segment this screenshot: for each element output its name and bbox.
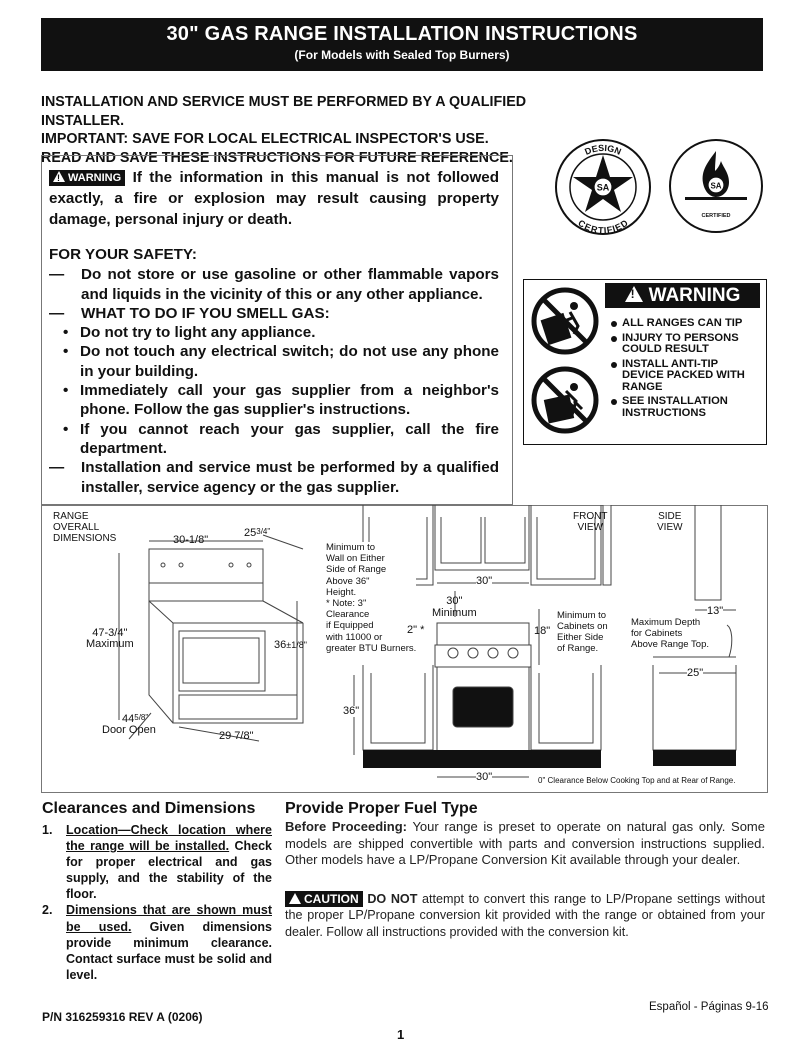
twentyfive-dim: 25" — [687, 667, 704, 679]
caution-tag: CAUTION — [285, 891, 363, 907]
item-underlined: Location—Check location where the range will be installed. — [66, 823, 272, 854]
do-not: DO NOT — [367, 891, 418, 906]
item-text: Given dimensions provide minimum clearance. Contact surface must be solid and level. — [66, 919, 272, 982]
csa-mark: SA — [710, 181, 722, 191]
side-view-label: SIDE VIEW — [657, 511, 683, 533]
item-marker: — — [49, 266, 65, 284]
item-marker: • — [63, 324, 69, 342]
thirtysix-dim: 36" — [343, 705, 360, 717]
item-text: WHAT TO DO IF YOU SMELL GAS: — [81, 304, 330, 322]
page-subtitle: (For Models with Sealed Top Burners) — [294, 48, 510, 62]
csa-mark: SA — [596, 182, 610, 193]
intro-line: READ AND SAVE THESE INSTRUCTIONS FOR FUTURE REFERENCE. — [41, 149, 513, 166]
clearance-item — [42, 822, 272, 902]
intro-line: INSTALLATION AND SERVICE MUST BE PERFORMED BY A QUALIFIED INSTALLER. — [41, 94, 527, 129]
item-body — [66, 822, 272, 902]
item-marker: • — [63, 420, 69, 438]
tip-warning-item: ALL RANGES CAN TIP — [610, 318, 760, 330]
design-certified-logo — [553, 137, 653, 237]
max-depth-note: Maximum Depth for Cabinets Above Range Top. — [631, 617, 709, 650]
caution-paragraph — [285, 891, 765, 941]
caution-text: attempt to convert this range to LP/Propane settings without the proper LP/Propane conversion kit provided with the range or obtained from your dealer. Follow all instructions provided with the conversion kit. — [285, 891, 765, 939]
item-marker: • — [63, 343, 69, 361]
safety-item — [49, 458, 499, 497]
tip-warning-title: WARNING — [648, 285, 741, 306]
safety-item — [49, 342, 499, 381]
cabinet-clearance-note: Minimum to Cabinets on Either Side of Range. — [557, 610, 608, 654]
warning-tag-label: WARNING — [68, 172, 122, 184]
item-underlined: Dimensions that are shown must be used. — [66, 903, 272, 934]
min-30-dim: 30" Minimum — [432, 595, 477, 619]
max-height-dim: 47-3/4" Maximum — [86, 627, 134, 650]
wall-clearance-note: Minimum to Wall on Either Side of Range Above 36" Height. * Note: 3" Clearance if Equipped with 11000 or greater BTU Burners. — [326, 542, 417, 654]
bottom-depth-dim: 29 7/8" — [219, 730, 254, 742]
safety-heading: FOR YOUR SAFETY: — [49, 246, 197, 263]
page-number: 1 — [397, 1027, 405, 1042]
before-text: Your range is preset to operate on natural gas only. Some models are shipped convertible with parts and conversion instructions supplied. Other models have a LP/Propane Conversion Kit available through your dealer. — [285, 819, 765, 867]
safety-item — [49, 381, 499, 420]
eighteen-dim: 18" — [534, 625, 551, 637]
item-text: Check for proper electrical and gas supply, and the stability of the floor. — [66, 839, 272, 902]
tip-warning-item: INSTALL ANTI-TIP DEVICE PACKED WITH RANGE — [610, 359, 760, 394]
item-number: 1. — [42, 823, 53, 837]
safety-item — [49, 323, 499, 342]
spanish-pages: Español - Páginas 9-16 — [649, 1001, 769, 1013]
item-marker: — — [49, 304, 65, 322]
item-text: If you cannot reach your gas supplier, call the fire department. — [80, 420, 499, 457]
tip-warning-list — [610, 318, 760, 422]
before-proceeding — [285, 819, 765, 869]
item-body — [66, 902, 272, 982]
item-text: Do not touch any electrical switch; do not use any phone in your building. — [80, 343, 499, 380]
two-inch-dim: 2" * — [407, 624, 425, 636]
safety-item — [49, 304, 499, 323]
safety-section — [49, 245, 499, 497]
csa-flame-logo — [667, 137, 765, 235]
thirteen-dim: 13" — [707, 605, 724, 617]
fuel-heading: Provide Proper Fuel Type — [285, 800, 478, 817]
tip-warning-header — [605, 283, 760, 308]
item-text: Do not try to light any appliance. — [80, 324, 316, 342]
clearances-heading: Clearances and Dimensions — [42, 800, 256, 817]
item-marker: — — [49, 459, 65, 477]
range-overall-label: RANGE OVERALL DIMENSIONS — [53, 511, 117, 544]
cook-height-dim: 36±1/8" — [274, 639, 307, 651]
clearance-item — [42, 902, 272, 982]
alert-triangle-icon: ! — [625, 286, 643, 302]
tip-warning-item: SEE INSTALLATION INSTRUCTIONS — [610, 396, 760, 419]
prohibited-tip-icon — [530, 286, 600, 356]
depth-top-dim: 253/4" — [244, 527, 271, 539]
alert-triangle-icon — [53, 171, 65, 182]
front-view-label: FRONT VIEW — [573, 511, 608, 533]
bottom-width-dim: 30" — [476, 771, 493, 783]
door-open-dim: 445/8" — [122, 713, 149, 725]
page-title: 30" GAS RANGE INSTALLATION INSTRUCTIONS — [166, 23, 638, 45]
logo-certified-text: CERTIFIED — [576, 217, 630, 236]
logo-design-text: DESIGN — [583, 142, 623, 157]
width-top-dim: 30-1/8" — [173, 534, 209, 546]
cabinet-width-dim: 30" — [476, 575, 493, 587]
safety-item — [49, 420, 499, 459]
warning-text: If the information in this manual is not followed exactly, a fire or explosion may result causing property damage, personal injury or death. — [49, 169, 499, 228]
logo-certified-text: CERTIFIED — [701, 213, 731, 219]
item-marker: • — [63, 382, 69, 400]
zero-clearance-note: 0" Clearance Below Cooking Top and at Rear of Range. — [538, 776, 736, 785]
item-text: Installation and service must be performed by a qualified installer, service agency or the gas supplier. — [81, 459, 499, 496]
door-open-label: Door Open — [102, 724, 156, 736]
before-label: Before Proceeding: — [285, 819, 407, 834]
title-banner — [41, 18, 763, 71]
intro-line: IMPORTANT: SAVE FOR LOCAL ELECTRICAL INSPECTOR'S USE. — [41, 131, 489, 147]
alert-triangle-icon — [289, 893, 301, 904]
item-text: Do not store or use gasoline or other flammable vapors and liquids in the vicinity of this or any other appliance. — [81, 266, 499, 303]
tip-warning-item: INJURY TO PERSONS COULD RESULT — [610, 333, 760, 356]
clearances-list — [42, 822, 272, 983]
prohibited-climb-icon — [530, 365, 600, 435]
safety-item — [49, 265, 499, 304]
item-text: Immediately call your gas supplier from a neighbor's phone. Follow the gas supplier's instructions. — [80, 382, 499, 419]
fuel-section — [285, 819, 765, 940]
warning-statement — [49, 167, 499, 230]
part-number: P/N 316259316 REV A (0206) — [42, 1010, 203, 1024]
warning-tag — [49, 170, 125, 186]
item-number: 2. — [42, 903, 53, 918]
